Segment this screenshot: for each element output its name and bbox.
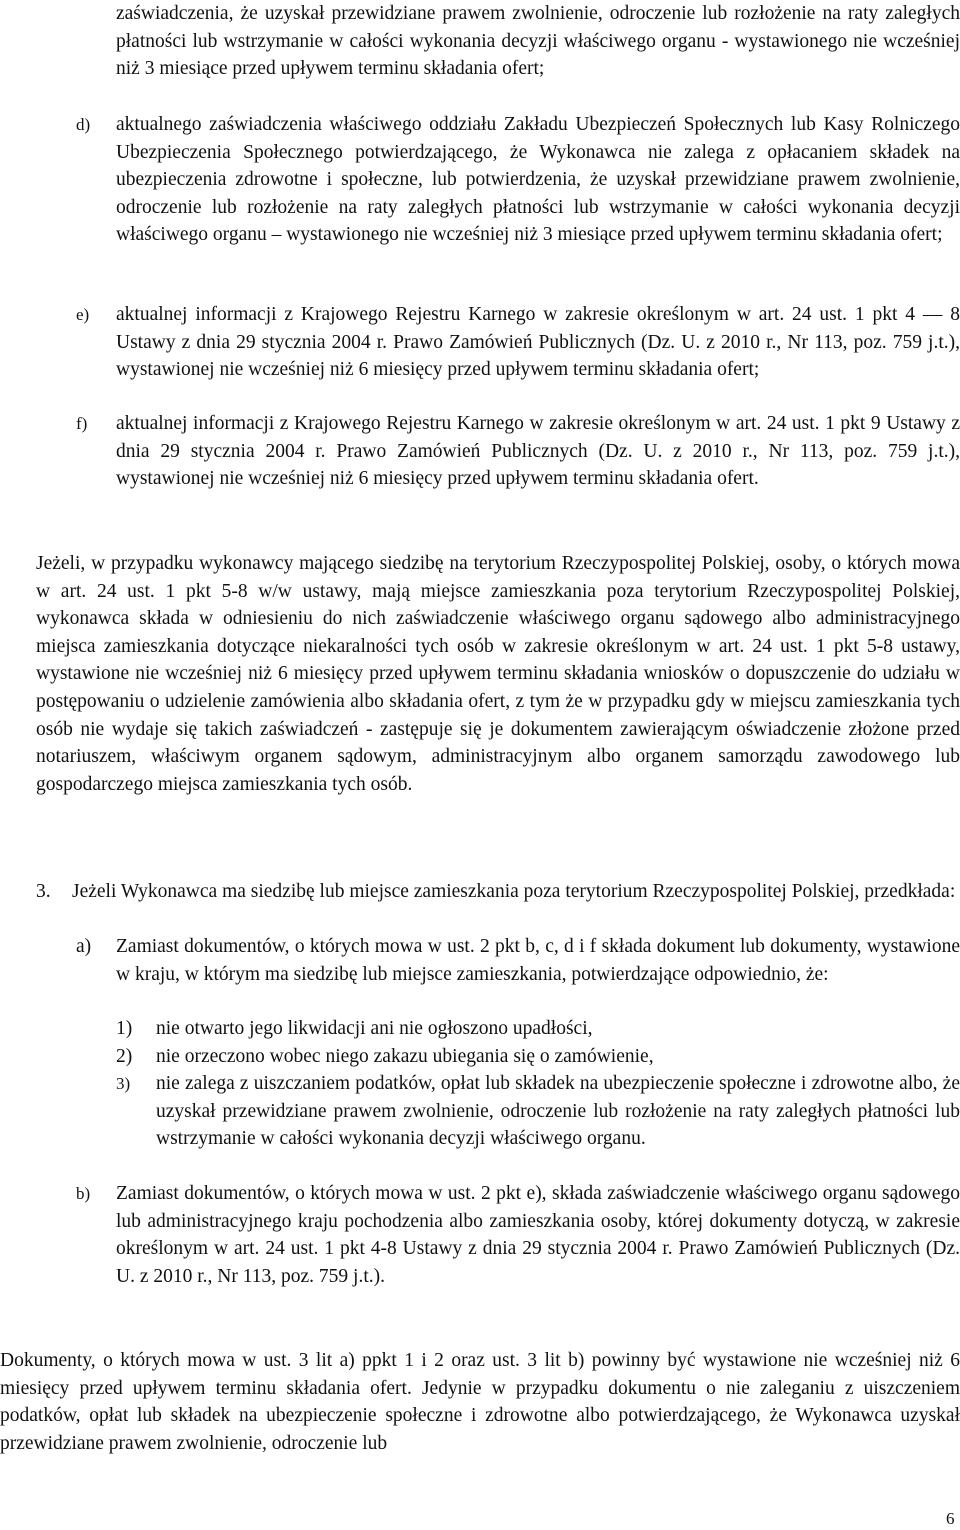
page-number: 6	[946, 1509, 955, 1528]
paragraph-jezeli: Jeżeli, w przypadku wykonawcy mającego siedzibę na terytorium Rzeczypospolitej Polskiej, osoby, o których mowa w art. 24 ust. 1 pkt 5-8 w/w ustawy, mają miejsce zamieszkania poza terytorium Rzeczypospolitej Polskiej, wykonawca składa w odniesieniu do nich zaświadczenie właściwego organu sądowego albo administracyjnego miejsca zamieszkania dotyczące niekaralności tych osób w zakresie określonym w art. 24 ust. 1 pkt 5-8 ustawy, wystawione nie wcześniej niż 6 miesięcy przed upływem terminu składania wniosków o dopuszczenie do udziału w postępowaniu o udzielenie zamówienia albo składania ofert, z tym że w przypadku gdy w miejscu zamieszkania tych osób nie wydaje się takich zaświadczeń - zastępuje się je dokumentem zawierającym oświadczenie złożone przed notariuszem, właściwym organem sądowym, administracyjnym albo organem samorządu zawodowego lub gospodarczego miejsca zamieszkania tych osób.	[36, 553, 960, 795]
sub-3-label: 3)	[116, 1074, 131, 1093]
item-3a-text: Zamiast dokumentów, o których mowa w ust. 2 pkt b, c, d i f składa dokument lub dokumenty, wystawione w kraju, w którym ma siedzibę lub miejsce zamieszkania, potwierdzające odpowiednio, że:	[116, 936, 960, 985]
paragraph-c-continuation: zaświadczenia, że uzyskał przewidziane prawem zwolnienie, odroczenie lub rozłożenie na raty zaległych płatności lub wstrzymanie w całości wykonania decyzji właściwego organu - wystawionego nie wcześniej niż 3 miesiące przed upływem terminu składania ofert;	[116, 3, 960, 80]
item-e-text: aktualnej informacji z Krajowego Rejestru Karnego w zakresie określonym w art. 24 ust. 1 pkt 4 — 8 Ustawy z dnia 29 stycznia 2004 r. Prawo Zamówień Publicznych (Dz. U. z 2010 r., Nr 113, poz. 759 j.t.), wystawionej nie wcześniej niż 6 miesięcy przed upływem terminu składania ofert;	[116, 304, 960, 381]
sub-2-label: 2)	[116, 1046, 133, 1067]
item-f-text: aktualnej informacji z Krajowego Rejestru Karnego w zakresie określonym w art. 24 ust. 1 pkt 9 Ustawy z dnia 29 stycznia 2004 r. Prawo Zamówień Publicznych (Dz. U. z 2010 r., Nr 113, poz. 759 j.t.), wystawionej nie wcześniej niż 6 miesięcy przed upływem terminu składania ofert.	[116, 413, 960, 490]
item-3b-text: Zamiast dokumentów, o których mowa w ust. 2 pkt e), składa zaświadczenie właściwego organu sądowego lub administracyjnego kraju pochodzenia albo zamieszkania osoby, której dokumenty dotyczą, w zakresie określonym w art. 24 ust. 1 pkt 4-8 Ustawy z dnia 29 stycznia 2004 r. Prawo Zamówień Publicznych (Dz. U. z 2010 r., Nr 113, poz. 759 j.t.).	[116, 1183, 960, 1287]
sub-1-label: 1)	[116, 1018, 133, 1039]
sub-1-text: nie otwarto jego likwidacji ani nie ogłoszono upadłości,	[156, 1018, 593, 1039]
item-d-text: aktualnego zaświadczenia właściwego oddziału Zakładu Ubezpieczeń Społecznych lub Kasy Rolniczego Ubezpieczenia Społecznego potwierdzającego, że Wykonawca nie zalega z opłacaniem składek na ubezpieczenia zdrowotne i społeczne, lub potwierdzenia, że uzyskał przewidziane prawem zwolnienie, odroczenie lub rozłożenie na raty zaległych płatności lub wstrzymanie w całości wykonania decyzji właściwego organu – wystawionego nie wcześniej niż 3 miesiące przed upływem terminu składania ofert;	[116, 114, 960, 246]
section-3-text: Jeżeli Wykonawca ma siedzibę lub miejsce zamieszkania poza terytorium Rzeczypospolitej Polskiej, przedkłada:	[72, 881, 956, 902]
item-e-label: e)	[76, 305, 90, 324]
item-3b-label: b)	[76, 1184, 91, 1203]
sub-3-text: nie zalega z uiszczaniem podatków, opłat lub składek na ubezpieczenie społeczne i zdrowotne albo, że uzyskał przewidziane prawem zwolnienie, odroczenie lub rozłożenie na raty zaległych płatności lub wstrzymanie w całości wykonania decyzji właściwego organu.	[156, 1073, 960, 1150]
item-f-label: f)	[76, 414, 88, 433]
sub-2-text: nie orzeczono wobec niego zakazu ubiegania się o zamówienie,	[156, 1046, 654, 1067]
item-d-label: d)	[76, 115, 91, 134]
paragraph-dokumenty: Dokumenty, o których mowa w ust. 3 lit a) ppkt 1 i 2 oraz ust. 3 lit b) powinny być wystawione nie wcześniej niż 6 miesięcy przed upływem terminu składania ofert. Jedynie w przypadku dokumentu o nie zaleganiu z uiszczeniem podatków, opłat lub składek na ubezpieczenie społeczne i zdrowotne albo potwierdzającego, że Wykonawca uzyskał przewidziane prawem zwolnienie, odroczenie lub	[0, 1350, 960, 1454]
item-3a-label: a)	[76, 936, 92, 957]
section-3-number: 3.	[36, 881, 51, 902]
